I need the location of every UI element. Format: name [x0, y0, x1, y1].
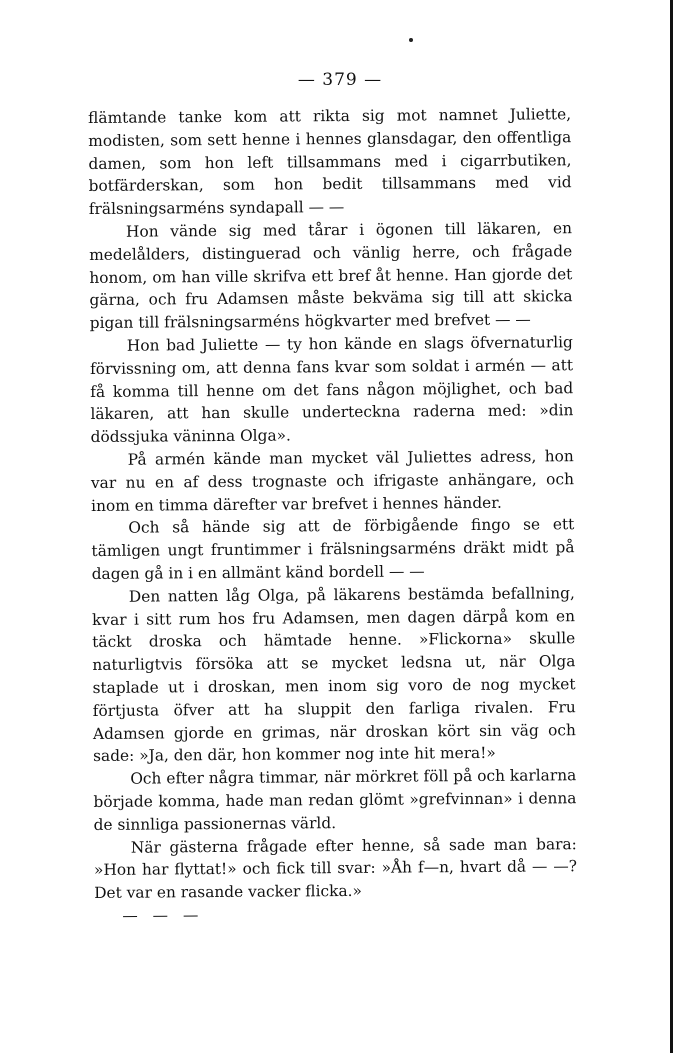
- paragraph-2: Hon vände sig med tårar i ögonen till läkaren, en medelålders, distinguerad och vänlig herre, och frågade honom, om han ville skrifva ett bref åt henne. Han gjorde det gärna, och fru Adamsen måste bekväma sig till att skicka pigan till frälsningsarméns högkvarter med brefvet — —: [89, 219, 573, 333]
- paragraph-1: flämtande tanke kom att rikta sig mot namnet Juliette, modisten, som sett henne i hennes glansdagar, den offentliga damen, som hon left tillsammans med i cigarrbutiken, botfärderskan, som hon bedit tillsammans med vid frälsningsarméns syndapall — —: [88, 105, 572, 219]
- paragraph-6: Den natten låg Olga, på läkarens bestämda befallning, kvar i sitt rum hos fru Adamsen, men dagen därpå kom en täckt droska och hämtade henne. »Flickorna» skulle naturligtvis försöka att se mycket ledsna ut, när Olga staplade ut i droskan, men inom sig voro de nog mycket förtjusta öfver att ha sluppit den farliga rivalen. Fru Adamsen gjorde en grimas, när droskan kört sin väg och sade: »Ja, den där, hon kommer nog inte hit mera!»: [91, 583, 576, 766]
- scan-edge-line: [670, 0, 673, 1053]
- paragraph-3: Hon bad Juliette — ty hon kände en slags öfvernaturlig förvissning om, att denna fans kvar som soldat i armén — att få komma till henne om det fans någon möjlighet, och bad läkaren, att han skulle underteckna raderna med: »din dödssjuka väninna Olga».: [89, 333, 574, 447]
- paragraph-5: Och så hände sig att de förbigående fingo se ett tämligen ungt fruntimmer i frälsningsarméns dräkt midt på dagen gå in i en allmänt känd bordell — —: [91, 515, 575, 583]
- ink-dot: [409, 38, 413, 42]
- closing-dashes: — — —: [122, 906, 204, 925]
- page-number: — 379 —: [297, 70, 383, 90]
- paragraph-4: På armén kände man mycket väl Juliettes adress, hon var nu en af dess trognaste och ifrigaste anhängare, och inom en timma därefter var brefvet i hennes händer.: [90, 447, 575, 515]
- paragraph-7: Och efter några timmar, när mörkret föll på och karlarna började komma, hade man redan glömt »grefvinnan» i denna de sinnliga passionernas värld.: [93, 766, 577, 834]
- body-text: [88, 103, 577, 927]
- paragraph-8: När gästerna frågade efter henne, så sade man bara: »Hon har flyttat!» och fick till svar: »Åh f—n, hvart då — —? Det var en rasande vacker flicka.»: [93, 834, 578, 903]
